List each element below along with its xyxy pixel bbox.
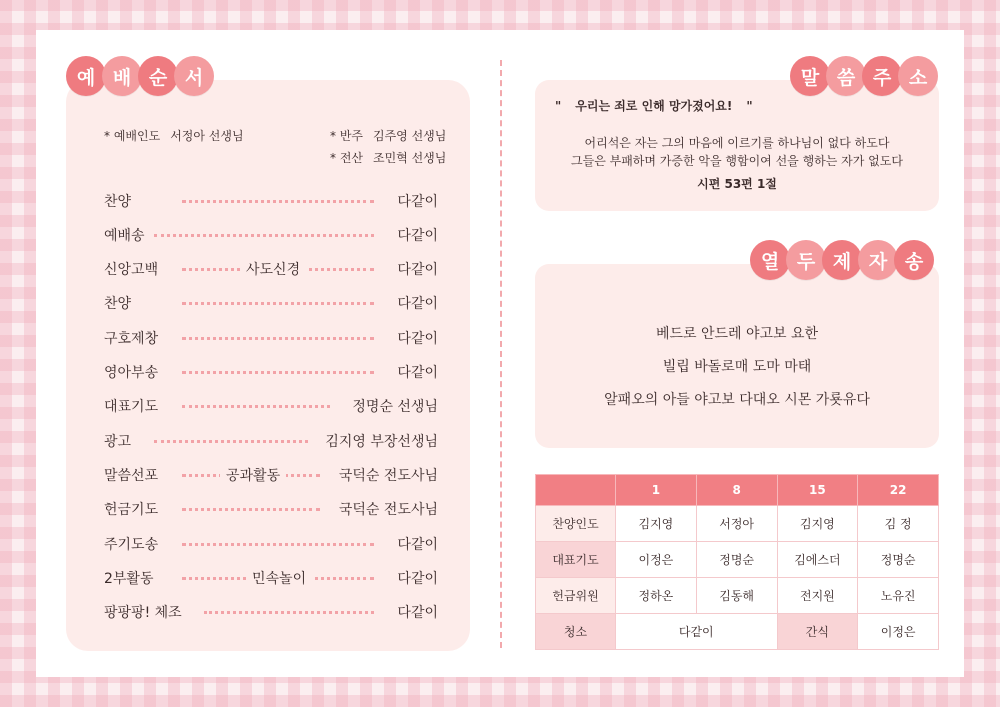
table-cell: 정하온 bbox=[616, 578, 697, 614]
dotted-leader bbox=[182, 543, 374, 546]
title-char: 두 bbox=[786, 240, 826, 280]
role-value: 조민혁 선생님 bbox=[373, 151, 447, 165]
title-char: 소 bbox=[898, 56, 938, 96]
order-who: 다같이 bbox=[397, 296, 438, 312]
order-middle: 민속놀이 bbox=[246, 568, 312, 588]
table-row bbox=[536, 506, 939, 542]
table-cell: 김지영 bbox=[616, 506, 697, 542]
order-row bbox=[104, 568, 438, 588]
apostle-line: 빌립 바돌로매 도마 마태 bbox=[662, 359, 812, 375]
order-who: 다같이 bbox=[397, 571, 438, 587]
date-header: 15 bbox=[777, 475, 858, 506]
row-header: 찬양인도 bbox=[536, 506, 616, 542]
role-value: 김주영 선생님 bbox=[373, 129, 447, 143]
order-row bbox=[104, 362, 438, 382]
table-cell: 서정아 bbox=[696, 506, 777, 542]
table-cell: 정명순 bbox=[696, 542, 777, 578]
order-row bbox=[104, 293, 438, 313]
row-header: 간식 bbox=[777, 614, 858, 650]
order-who: 김지영 부장선생님 bbox=[325, 434, 438, 450]
dotted-leader bbox=[182, 508, 320, 511]
dotted-leader bbox=[182, 200, 374, 203]
order-who: 정명순 선생님 bbox=[352, 399, 438, 415]
order-label: 찬양 bbox=[104, 296, 132, 312]
table-cell: 정명순 bbox=[858, 542, 939, 578]
table-cell: 이정은 bbox=[616, 542, 697, 578]
title-char: 서 bbox=[174, 56, 214, 96]
order-label: 예배송 bbox=[104, 228, 145, 244]
apostle-line: 베드로 안드레 야고보 요한 bbox=[655, 326, 819, 342]
order-label: 헌금기도 bbox=[104, 502, 159, 518]
order-who: 다같이 bbox=[397, 262, 438, 278]
sermon-title bbox=[790, 56, 934, 96]
title-char: 씀 bbox=[826, 56, 866, 96]
order-row bbox=[104, 191, 438, 211]
order-middle: 사도신경 bbox=[240, 259, 306, 279]
date-header: 8 bbox=[696, 475, 777, 506]
order-label: 광고 bbox=[104, 434, 132, 450]
sermon-quote bbox=[555, 97, 753, 114]
order-row bbox=[104, 396, 438, 416]
table-cell: 다같이 bbox=[616, 614, 778, 650]
accompanist bbox=[330, 127, 446, 144]
order-label: 영아부송 bbox=[104, 365, 159, 381]
title-char: 배 bbox=[102, 56, 142, 96]
row-header: 청소 bbox=[536, 614, 616, 650]
dotted-leader bbox=[182, 337, 374, 340]
duty-table bbox=[535, 474, 939, 650]
order-who: 다같이 bbox=[397, 537, 438, 553]
title-char: 말 bbox=[790, 56, 830, 96]
role-value: 서정아 선생님 bbox=[170, 129, 244, 143]
order-label: 찬양 bbox=[104, 194, 132, 210]
title-char: 열 bbox=[750, 240, 790, 280]
verse-reference: 시편 53편 1절 bbox=[697, 177, 777, 191]
order-row bbox=[104, 534, 438, 554]
dotted-leader bbox=[182, 405, 330, 408]
role-key: * 전산 bbox=[330, 151, 363, 165]
role-key: * 예배인도 bbox=[104, 129, 161, 143]
dotted-leader bbox=[204, 611, 374, 614]
order-row bbox=[104, 602, 438, 622]
table-cell: 김지영 bbox=[777, 506, 858, 542]
order-label: 대표기도 bbox=[104, 399, 159, 415]
header-corner bbox=[536, 475, 616, 506]
order-label: 주기도송 bbox=[104, 537, 159, 553]
order-who: 다같이 bbox=[397, 365, 438, 381]
title-char: 송 bbox=[894, 240, 934, 280]
table-cell: 노유진 bbox=[858, 578, 939, 614]
ppt-operator bbox=[330, 149, 446, 166]
apostles-title bbox=[750, 240, 930, 280]
order-label: 구호제창 bbox=[104, 331, 159, 347]
date-header: 1 bbox=[616, 475, 697, 506]
title-char: 주 bbox=[862, 56, 902, 96]
dotted-leader bbox=[182, 371, 374, 374]
table-cell: 김동해 bbox=[696, 578, 777, 614]
order-who: 다같이 bbox=[397, 194, 438, 210]
row-header: 대표기도 bbox=[536, 542, 616, 578]
quote-mark: " bbox=[555, 99, 562, 113]
order-row bbox=[104, 328, 438, 348]
title-char: 제 bbox=[822, 240, 862, 280]
order-row bbox=[104, 225, 438, 245]
title-char: 자 bbox=[858, 240, 898, 280]
order-label: 팡팡팡! 체조 bbox=[104, 605, 182, 621]
order-who: 국덕순 전도사님 bbox=[338, 502, 438, 518]
order-row bbox=[104, 465, 438, 485]
dotted-leader bbox=[154, 440, 308, 443]
title-char: 순 bbox=[138, 56, 178, 96]
table-cell: 김 정 bbox=[858, 506, 939, 542]
title-char: 예 bbox=[66, 56, 106, 96]
table-row bbox=[536, 578, 939, 614]
order-who: 국덕순 전도사님 bbox=[338, 468, 438, 484]
order-row bbox=[104, 259, 438, 279]
table-cell: 전지원 bbox=[777, 578, 858, 614]
dotted-leader bbox=[182, 302, 374, 305]
quote-text: 우리는 죄로 인해 망가졌어요! bbox=[575, 99, 733, 113]
quote-mark: " bbox=[746, 99, 753, 113]
apostle-line: 알패오의 아들 야고보 다대오 시몬 가룟유다 bbox=[604, 392, 870, 408]
order-who: 다같이 bbox=[397, 228, 438, 244]
row-header: 헌금위원 bbox=[536, 578, 616, 614]
dotted-leader bbox=[154, 234, 374, 237]
worship-order-title bbox=[66, 56, 210, 96]
date-header: 22 bbox=[858, 475, 939, 506]
center-divider bbox=[500, 60, 502, 648]
order-label: 말씀선포 bbox=[104, 468, 159, 484]
role-key: * 반주 bbox=[330, 129, 363, 143]
table-row bbox=[536, 542, 939, 578]
order-who: 다같이 bbox=[397, 605, 438, 621]
worship-leader bbox=[104, 127, 244, 144]
order-label: 신앙고백 bbox=[104, 262, 159, 278]
order-row bbox=[104, 499, 438, 519]
table-cell: 이정은 bbox=[858, 614, 939, 650]
table-header-row bbox=[536, 475, 939, 506]
order-who: 다같이 bbox=[397, 331, 438, 347]
verse-line: 어리석은 자는 그의 마음에 이르기를 하나님이 없다 하도다 bbox=[584, 136, 890, 150]
order-middle: 공과활동 bbox=[220, 465, 286, 485]
order-label: 2부활동 bbox=[104, 571, 154, 587]
table-cell: 김에스더 bbox=[777, 542, 858, 578]
order-row bbox=[104, 431, 438, 451]
verse-line: 그들은 부패하며 가증한 악을 행함이여 선을 행하는 자가 없도다 bbox=[571, 154, 903, 168]
table-row bbox=[536, 614, 939, 650]
